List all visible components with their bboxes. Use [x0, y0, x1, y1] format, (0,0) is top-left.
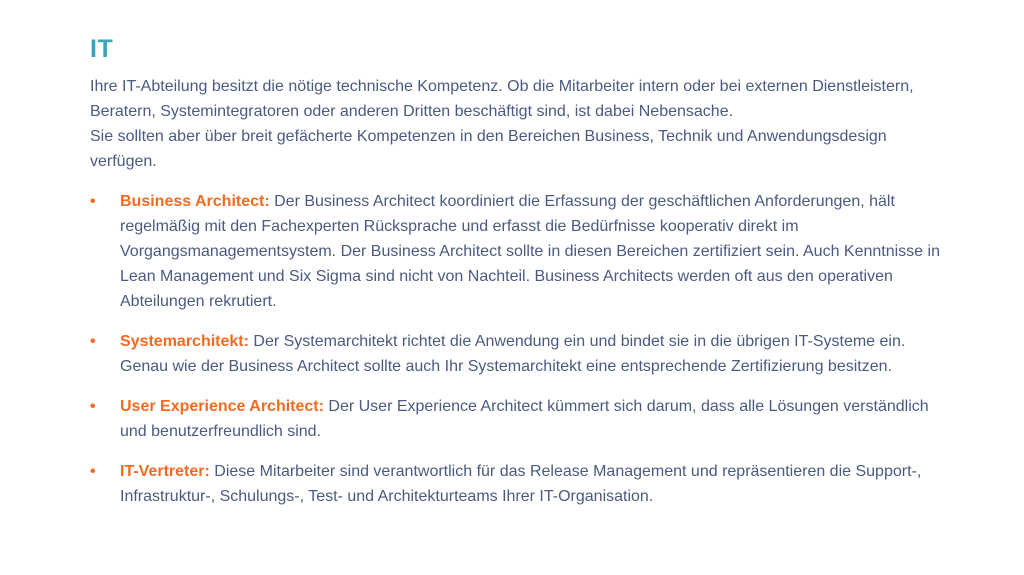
intro-paragraph: Ihre IT-Abteilung besitzt die nötige technische Kompetenz. Ob die Mitarbeiter intern oder bei externen Dienstleistern, Beratern, Systemintegratoren oder anderen Dritten beschäftigt sind, ist dabei Nebensache.	[90, 78, 914, 120]
list-item-user-experience-architect	[90, 394, 940, 444]
role-title: User Experience Architect:	[120, 398, 324, 415]
role-description: Der User Experience Architect kümmert sich darum, dass alle Lösungen verständlich und benutzerfreundlich sind.	[120, 398, 929, 440]
role-title: Systemarchitekt:	[120, 333, 249, 350]
roles-list	[90, 189, 940, 509]
role-description: Diese Mitarbeiter sind verantwortlich für das Release Management und repräsentieren die Support-, Infrastruktur-, Schulungs-, Test- und Architekturteams Ihrer IT-Organisation.	[120, 463, 922, 505]
role-title: IT-Vertreter:	[120, 463, 210, 480]
bullet-icon: •	[90, 333, 96, 350]
bullet-icon: •	[90, 463, 96, 480]
role-description: Der Business Architect koordiniert die Erfassung der geschäftlichen Anforderungen, hält regelmäßig mit den Fachexperten Rücksprache und erfasst die Bedürfnisse kooperativ direkt im Vorgangsmanagementsystem. Der Business Architect sollte in diesen Bereichen zertifiziert sein. Auch Kenntnisse in Lean Management und Six Sigma sind nicht von Nachteil. Business Architects werden oft aus den operativen Abteilungen rekrutiert.	[120, 193, 940, 310]
section-intro	[90, 74, 940, 174]
list-item-business-architect	[90, 189, 940, 314]
previous-line-cutoff	[0, 0, 1024, 4]
bullet-icon: •	[90, 398, 96, 415]
section-title: IT	[90, 35, 114, 63]
list-item-it-vertreter	[90, 459, 940, 509]
role-description: Der Systemarchitekt richtet die Anwendung ein und bindet sie in die übrigen IT-Systeme ein. Genau wie der Business Architect sollte auch Ihr Systemarchitekt eine entsprechende Zertifizierung besitzen.	[120, 333, 906, 375]
section-it	[90, 32, 940, 524]
bullet-icon: •	[90, 193, 96, 210]
role-title: Business Architect:	[120, 193, 270, 210]
list-item-systemarchitekt	[90, 329, 940, 379]
intro-paragraph: Sie sollten aber über breit gefächerte Kompetenzen in den Bereichen Business, Technik und Anwendungsdesign verfügen.	[90, 128, 887, 170]
